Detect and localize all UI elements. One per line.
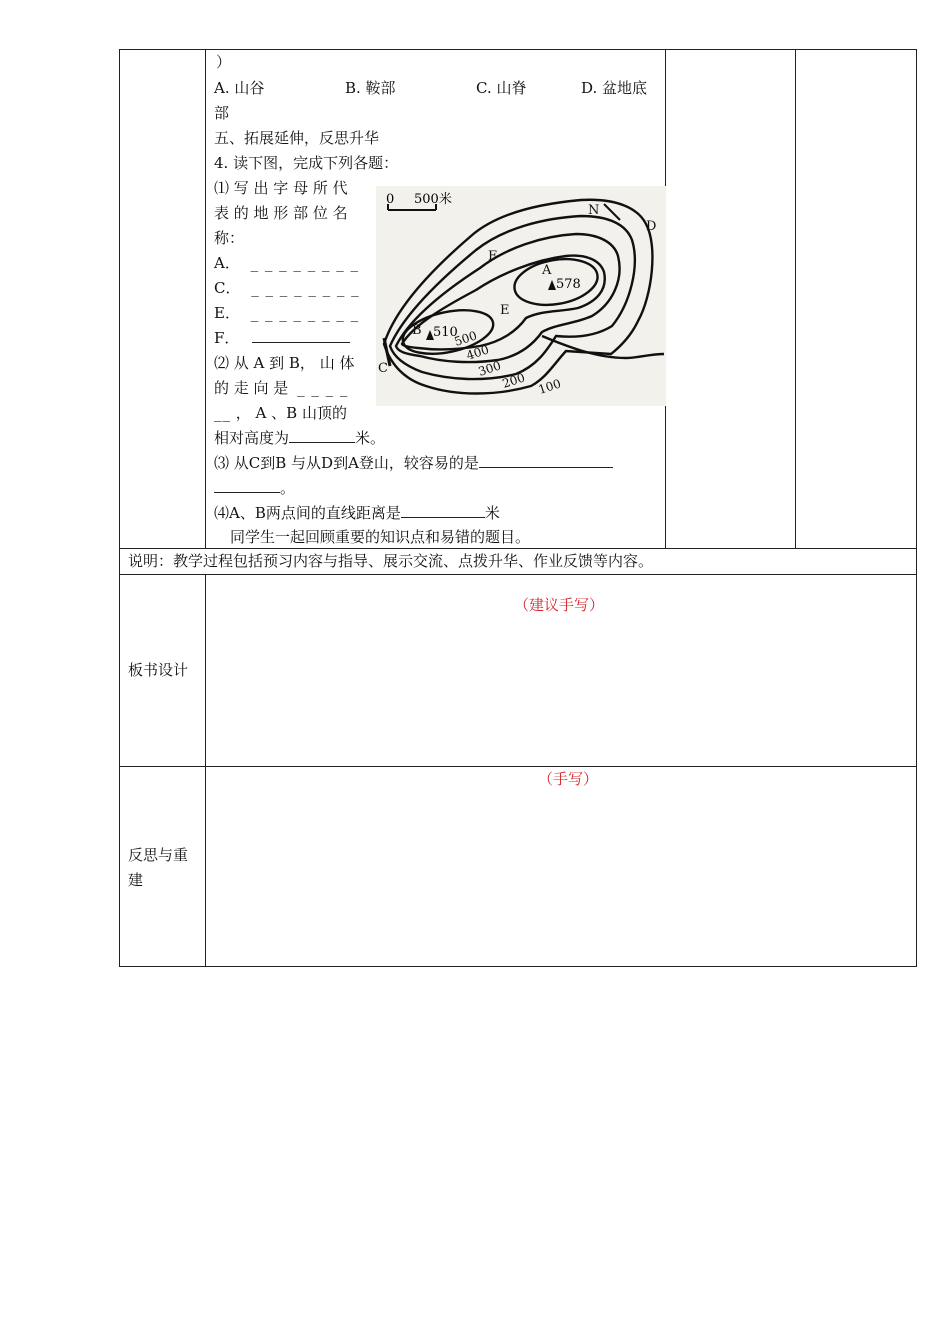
- label-b: B: [412, 323, 422, 338]
- q2-line4-pre: 相对高度为: [214, 429, 290, 447]
- q2-line2-row: [214, 378, 348, 398]
- option-a: A. 山谷: [214, 79, 265, 97]
- q1-a-label: A．: [214, 254, 240, 272]
- north-ridge: [604, 204, 620, 220]
- q2-line2: 的 走 向 是: [214, 379, 289, 397]
- option-b: B. 鞍部: [345, 79, 396, 97]
- scale-zero: 0: [386, 192, 395, 207]
- q1-f-blank[interactable]: [252, 328, 350, 343]
- contour-lines: [384, 200, 664, 397]
- q2-direction-blank[interactable]: _ _ _ _: [297, 379, 349, 397]
- q3-blank-cont[interactable]: [214, 478, 280, 493]
- q4-text: ⑷A、B两点间的直线距离是: [214, 504, 401, 522]
- q2-line3-row: [214, 403, 347, 423]
- reflection-label-line1: 反思与重: [128, 846, 189, 864]
- option-d-continued: 部: [214, 104, 230, 122]
- q1-c-label: C．: [214, 279, 241, 297]
- peak-a: [548, 277, 581, 292]
- contour-label-500: 500: [452, 328, 479, 349]
- peak-b-value: 510: [433, 325, 458, 340]
- q4-post: 米: [484, 504, 500, 522]
- close-paren: ）: [216, 53, 232, 71]
- board-design-area[interactable]: [206, 575, 916, 766]
- label-north: N: [588, 203, 600, 218]
- q3-text: ⑶ 从C到B 与从D到A登山，较容易的是: [214, 454, 479, 472]
- q2-line4-row: [214, 428, 385, 448]
- contour-label-300: 300: [476, 358, 503, 379]
- q1-f-row: [214, 328, 350, 348]
- peak-a-value: 578: [556, 277, 581, 292]
- q4-row: [214, 503, 500, 523]
- scale-bar: [386, 191, 452, 210]
- q3-post: 。: [280, 479, 296, 497]
- q1-e-label: E．: [214, 304, 240, 322]
- reflection-label-line2: 建: [128, 871, 144, 889]
- note-row-text: 说明：教学过程包括预习内容与指导、展示交流、点拨升华、作业反馈等内容。: [128, 552, 654, 570]
- reflection-area[interactable]: [206, 767, 916, 966]
- option-d: D. 盆地底: [581, 79, 648, 97]
- q1-line1: ⑴ 写 出 字 母 所 代: [214, 179, 348, 197]
- q2-line4-post: 米。: [355, 429, 386, 447]
- q3-blank[interactable]: [479, 453, 613, 468]
- board-design-hint: （建议手写）: [514, 596, 605, 614]
- label-a: A: [542, 263, 552, 278]
- q2-line1: ⑵ 从 A 到 B， 山 体: [214, 354, 355, 372]
- label-c: C: [378, 361, 388, 376]
- review-text: 同学生一起回顾重要的知识点和易错的题目。: [230, 528, 531, 546]
- river: [542, 336, 664, 358]
- contour-label-400: 400: [464, 342, 491, 363]
- contour-label-200: 200: [500, 370, 527, 391]
- q3-row: [214, 453, 613, 473]
- q1-c-row: [214, 278, 360, 298]
- q1-a-row: [214, 253, 359, 273]
- q2-height-blank[interactable]: [289, 428, 355, 443]
- contour-label-100: 100: [536, 376, 563, 397]
- contour-map: [376, 186, 666, 406]
- q3-row2: [214, 478, 295, 498]
- section-five-title: 五、拓展延伸，反思升华: [214, 129, 380, 147]
- q4-distance-blank[interactable]: [401, 503, 485, 518]
- scale-label: 500米: [414, 192, 452, 207]
- reflection-hint: （手写）: [538, 770, 599, 788]
- label-d: D: [646, 219, 657, 234]
- q2-line3: ， A 、B 山顶的: [235, 404, 347, 422]
- q1-f-label: F．: [214, 329, 240, 347]
- q1-line2: 表 的 地 形 部 位 名: [214, 204, 348, 222]
- label-e: E: [500, 303, 510, 318]
- contour-300: [396, 234, 620, 362]
- q1-line3: 称：: [214, 229, 245, 247]
- q1-a-blank[interactable]: _ _ _ _ _ _ _ _: [250, 254, 360, 272]
- question-4-title: 4. 读下图，完成下列各题：: [214, 154, 399, 172]
- q1-e-blank[interactable]: _ _ _ _ _ _ _ _: [250, 304, 360, 322]
- label-f: F: [488, 249, 498, 264]
- q2-direction-blank-cont[interactable]: __: [214, 404, 231, 422]
- q1-e-row: [214, 303, 359, 323]
- contour-map-svg: [376, 186, 666, 406]
- q1-c-blank[interactable]: _ _ _ _ _ _ _ _: [251, 279, 360, 297]
- option-c: C. 山脊: [476, 79, 527, 97]
- board-design-label: 板书设计: [128, 661, 189, 679]
